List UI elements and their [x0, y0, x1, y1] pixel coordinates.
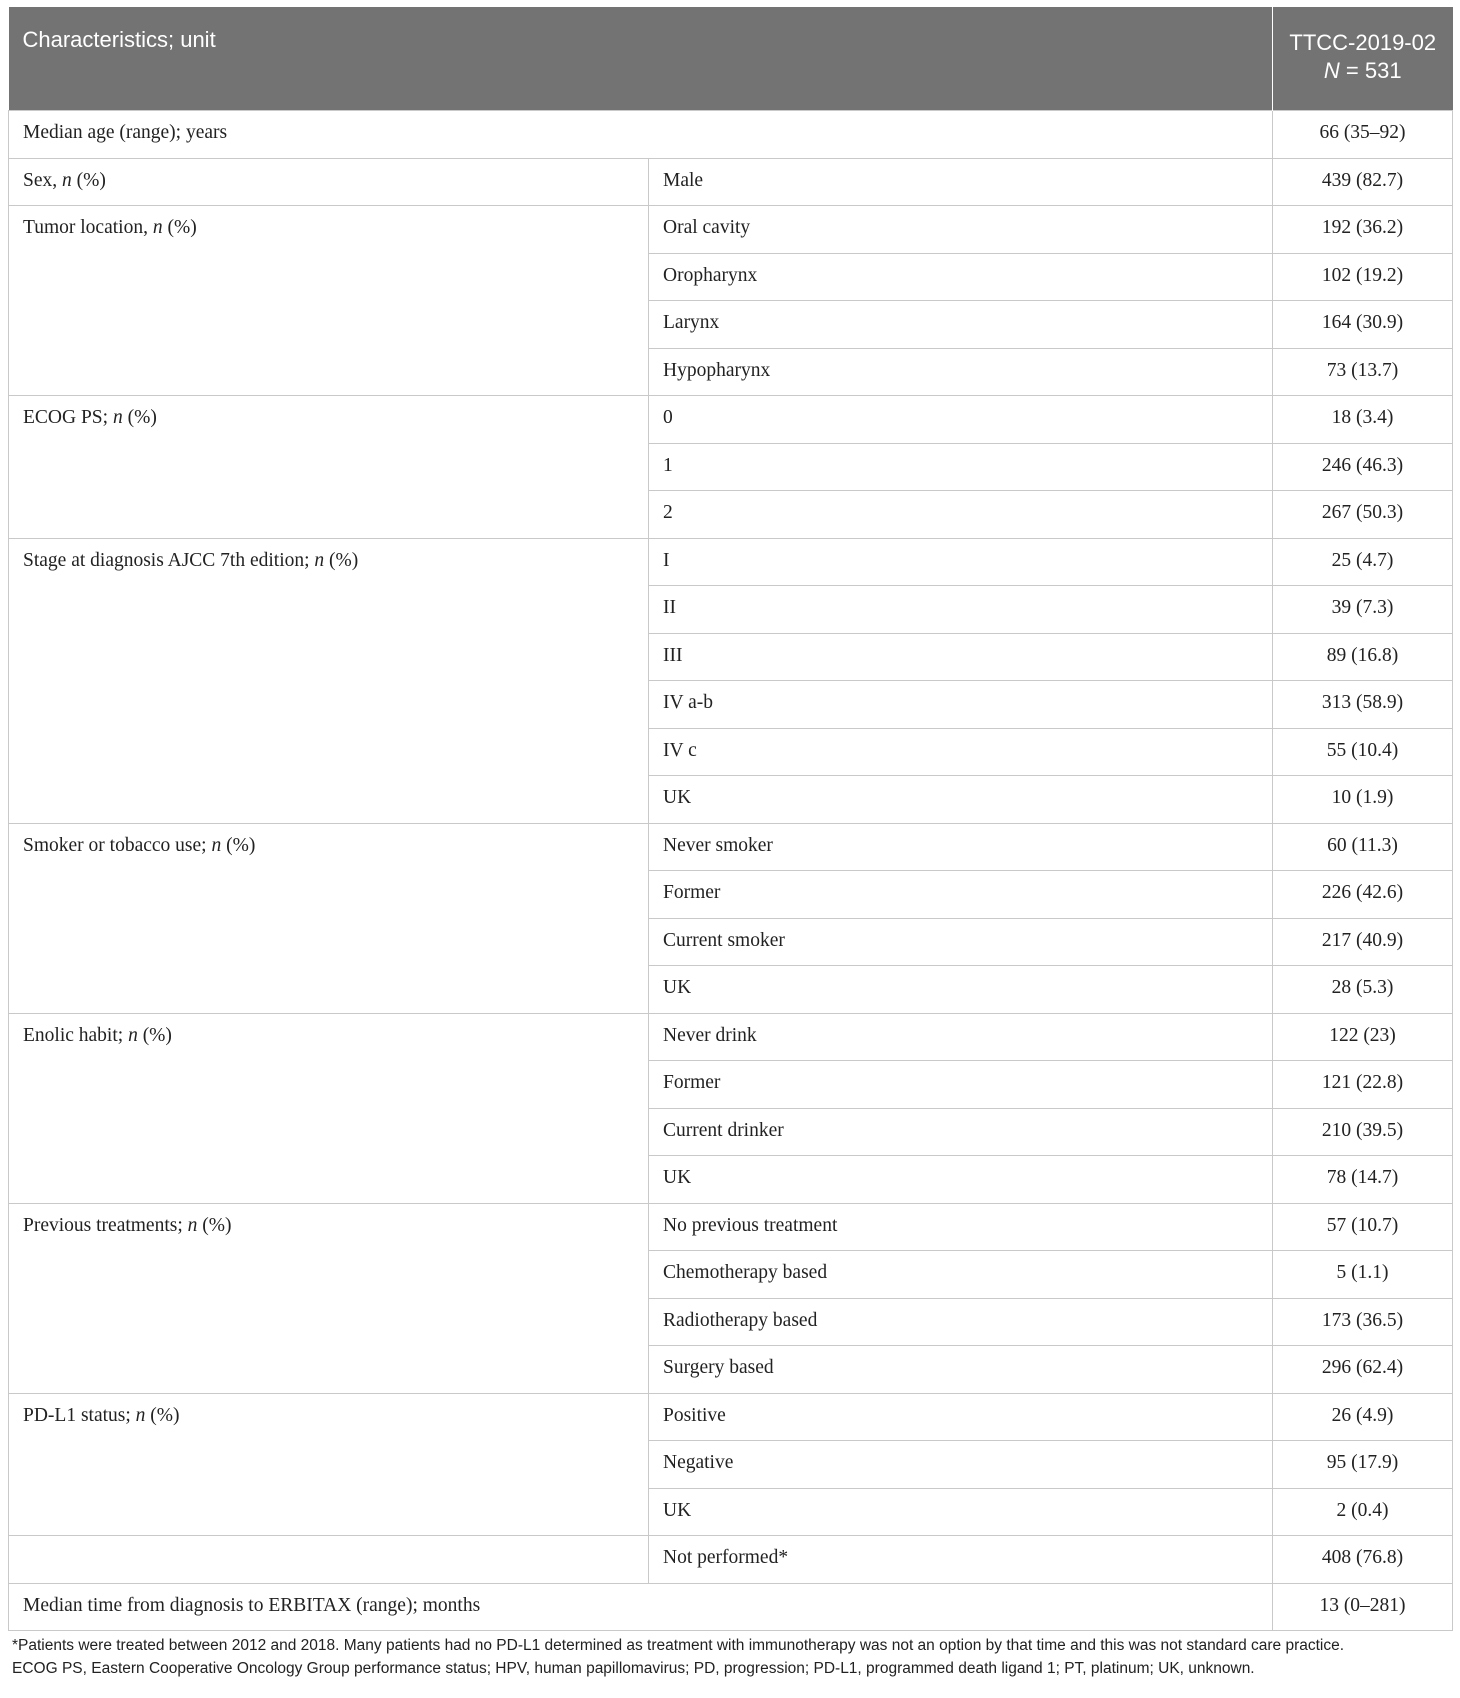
row-category: IV c	[649, 728, 1273, 776]
row-label-tail: (%)	[137, 1024, 172, 1046]
footnote-asterisk: *Patients were treated between 2012 and 2018. Many patients had no PD-L1 determined as treatment with immunotherapy was not an option by that time and this was not standard care practice.	[12, 1637, 1345, 1654]
row-category: II	[649, 586, 1273, 634]
table-row	[9, 1536, 1453, 1584]
row-value: 73 (13.7)	[1273, 348, 1453, 396]
row-value: 25 (4.7)	[1273, 538, 1453, 586]
row-category: IV a-b	[649, 681, 1273, 729]
row-value: 192 (36.2)	[1273, 206, 1453, 254]
row-category: Oral cavity	[649, 206, 1273, 254]
row-value: 5 (1.1)	[1273, 1251, 1453, 1299]
row-category: UK	[649, 776, 1273, 824]
row-label: Median time from diagnosis to ERBITAX (range); months	[9, 1583, 1273, 1631]
row-category: Current drinker	[649, 1108, 1273, 1156]
row-category: Never drink	[649, 1013, 1273, 1061]
row-value: 78 (14.7)	[1273, 1156, 1453, 1204]
header-cohort-title: TTCC-2019-02	[1289, 30, 1437, 55]
row-value: 217 (40.9)	[1273, 918, 1453, 966]
row-category: Former	[649, 871, 1273, 919]
row-label-tail: (%)	[324, 549, 359, 571]
row-value: 439 (82.7)	[1273, 158, 1453, 206]
characteristics-table	[8, 7, 1453, 1631]
row-label-n-symbol: n	[314, 549, 325, 571]
row-value: 18 (3.4)	[1273, 396, 1453, 444]
row-category: No previous treatment	[649, 1203, 1273, 1251]
row-label-n-symbol: n	[62, 169, 72, 191]
row-value: 66 (35–92)	[1273, 111, 1453, 159]
row-value: 226 (42.6)	[1273, 871, 1453, 919]
row-value: 121 (22.8)	[1273, 1061, 1453, 1109]
row-label	[9, 538, 649, 823]
header-cohort	[1273, 7, 1453, 111]
row-value: 57 (10.7)	[1273, 1203, 1453, 1251]
row-category: I	[649, 538, 1273, 586]
row-category: UK	[649, 966, 1273, 1014]
table-body	[9, 111, 1453, 1631]
row-label-text: Previous treatments;	[23, 1214, 188, 1236]
row-label-n-symbol: n	[128, 1024, 138, 1046]
row-label-tail: (%)	[221, 834, 256, 856]
row-category: III	[649, 633, 1273, 681]
row-value: 102 (19.2)	[1273, 253, 1453, 301]
row-value: 28 (5.3)	[1273, 966, 1453, 1014]
row-label-tail: (%)	[145, 1404, 180, 1426]
row-value: 210 (39.5)	[1273, 1108, 1453, 1156]
row-label-n-symbol: n	[152, 217, 163, 238]
row-label-text: Stage at diagnosis AJCC 7th edition;	[23, 549, 315, 571]
row-label-text: Enolic habit;	[23, 1024, 129, 1046]
row-value: 408 (76.8)	[1273, 1536, 1453, 1584]
row-category: Radiotherapy based	[649, 1298, 1273, 1346]
row-value: 173 (36.5)	[1273, 1298, 1453, 1346]
row-label	[9, 1536, 649, 1584]
row-label-text: ECOG PS;	[23, 407, 113, 428]
row-category: UK	[649, 1156, 1273, 1204]
row-value: 55 (10.4)	[1273, 728, 1453, 776]
row-value: 267 (50.3)	[1273, 491, 1453, 539]
row-label-text: Smoker or tobacco use;	[23, 834, 212, 856]
row-category: Chemotherapy based	[649, 1251, 1273, 1299]
row-value: 60 (11.3)	[1273, 823, 1453, 871]
table-row	[9, 1583, 1453, 1631]
row-value: 95 (17.9)	[1273, 1441, 1453, 1489]
row-label	[9, 1393, 649, 1536]
header-characteristics: Characteristics; unit	[9, 7, 1273, 111]
row-label-n-symbol: n	[135, 1404, 146, 1426]
row-label	[9, 1013, 649, 1203]
row-category: 0	[649, 396, 1273, 444]
row-category: Not performed*	[649, 1536, 1273, 1584]
table-row	[9, 538, 1453, 586]
row-category: 2	[649, 491, 1273, 539]
row-label	[9, 206, 649, 396]
row-value: 26 (4.9)	[1273, 1393, 1453, 1441]
table-row	[9, 111, 1453, 159]
row-value: 39 (7.3)	[1273, 586, 1453, 634]
row-value: 246 (46.3)	[1273, 443, 1453, 491]
characteristics-table-container	[8, 7, 1452, 1631]
row-label-text: PD-L1 status;	[23, 1404, 136, 1426]
row-value: 164 (30.9)	[1273, 301, 1453, 349]
header-n-symbol: N	[1323, 58, 1340, 83]
table-row	[9, 206, 1453, 254]
row-label-tail: (%)	[71, 169, 106, 191]
row-value: 89 (16.8)	[1273, 633, 1453, 681]
row-label-tail: (%)	[162, 217, 197, 238]
table-row	[9, 1013, 1453, 1061]
row-label	[9, 1203, 649, 1393]
table-footnotes	[12, 1634, 1452, 1680]
row-category: 1	[649, 443, 1273, 491]
row-label-text: Sex,	[23, 169, 62, 191]
row-label-tail: (%)	[197, 1214, 232, 1236]
row-category: Positive	[649, 1393, 1273, 1441]
row-value: 296 (62.4)	[1273, 1346, 1453, 1394]
row-label-n-symbol: n	[187, 1214, 198, 1236]
row-value: 2 (0.4)	[1273, 1488, 1453, 1536]
row-category: Negative	[649, 1441, 1273, 1489]
row-category: Surgery based	[649, 1346, 1273, 1394]
table-row	[9, 823, 1453, 871]
row-value: 122 (23)	[1273, 1013, 1453, 1061]
row-label-text: Tumor location,	[23, 217, 153, 238]
header-row	[9, 7, 1453, 111]
row-category: Never smoker	[649, 823, 1273, 871]
row-label	[9, 396, 649, 539]
row-value: 10 (1.9)	[1273, 776, 1453, 824]
table-row	[9, 1203, 1453, 1251]
footnote-abbreviations: ECOG PS, Eastern Cooperative Oncology Group performance status; HPV, human papillomavirus; PD, progression; PD-L1, programmed death ligand 1; PT, platinum; UK, unknown.	[12, 1660, 1255, 1677]
row-value: 313 (58.9)	[1273, 681, 1453, 729]
header-cohort-n	[1287, 57, 1439, 85]
row-category: Larynx	[649, 301, 1273, 349]
row-category: Male	[649, 158, 1273, 206]
table-row	[9, 396, 1453, 444]
row-category: Current smoker	[649, 918, 1273, 966]
table-row	[9, 158, 1453, 206]
header-n-value: = 531	[1339, 58, 1402, 83]
row-category: Hypopharynx	[649, 348, 1273, 396]
table-header	[9, 7, 1453, 111]
row-category: Oropharynx	[649, 253, 1273, 301]
row-label-tail: (%)	[122, 407, 157, 428]
row-label-n-symbol: n	[211, 834, 222, 856]
row-label: Median age (range); years	[9, 111, 1273, 159]
table-row	[9, 1393, 1453, 1441]
row-label	[9, 823, 649, 1013]
row-label-n-symbol: n	[112, 407, 123, 428]
row-category: UK	[649, 1488, 1273, 1536]
row-label	[9, 158, 649, 206]
row-value: 13 (0–281)	[1273, 1583, 1453, 1631]
row-category: Former	[649, 1061, 1273, 1109]
